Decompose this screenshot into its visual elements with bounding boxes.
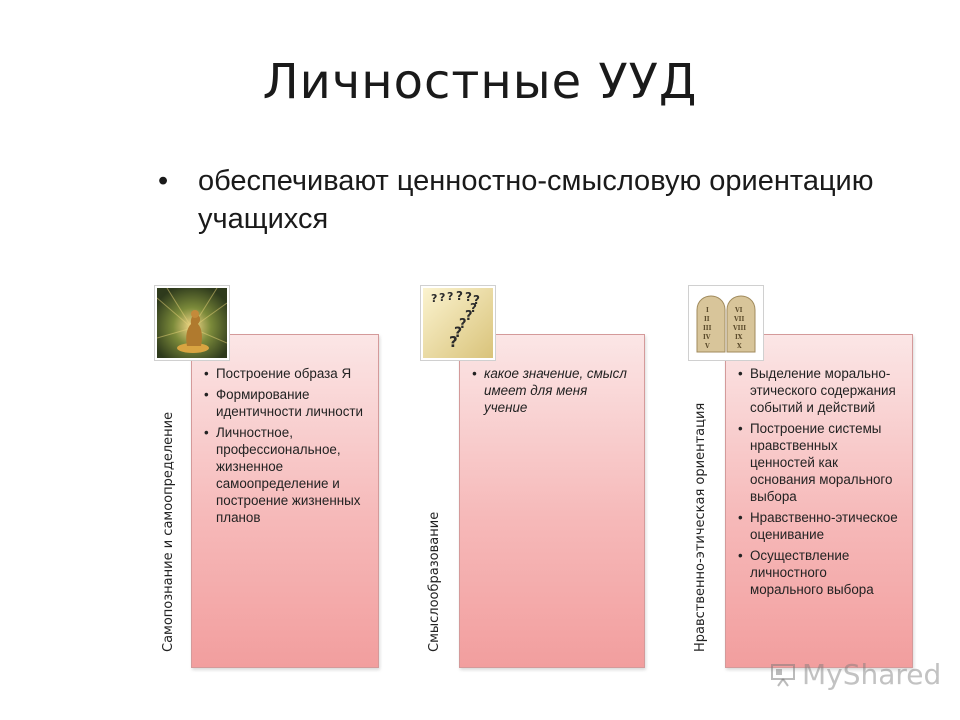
svg-text:?: ? (439, 291, 446, 304)
card-1-side-label (157, 334, 181, 666)
card-1-item-1: • Построение образа Я (204, 365, 364, 382)
svg-text:?: ? (431, 292, 438, 305)
card-1-item-2: • Формирование идентичности личности (204, 386, 364, 420)
svg-text:VI: VI (735, 307, 743, 314)
card-3-list (738, 365, 898, 602)
card-meaning (459, 334, 645, 668)
card-2-side-label (423, 334, 447, 666)
card-2-list (472, 365, 630, 420)
slide-title: Личностные УУД (262, 54, 698, 110)
main-bullet (158, 162, 878, 238)
svg-text:?: ? (447, 290, 454, 303)
commandment-tablets-icon (688, 285, 764, 361)
question-marks-path-icon (420, 285, 496, 361)
card-3-side-label-text: Нравственно-этическая ориентация (693, 402, 708, 652)
main-bullet-text: обеспечивают ценностно-смысловую ориентацию учащихся (198, 165, 874, 235)
watermark-text: MyShared (802, 658, 942, 691)
watermark (770, 658, 941, 691)
svg-text:VII: VII (734, 316, 745, 323)
card-3-item-1: • Выделение морально-этического содержания событий и действий (738, 365, 898, 416)
svg-text:?: ? (456, 289, 463, 303)
card-3-side-label (689, 334, 713, 666)
svg-text:?: ? (454, 325, 463, 341)
card-1-list (204, 365, 364, 530)
svg-text:?: ? (465, 290, 472, 304)
svg-text:?: ? (470, 301, 477, 315)
svg-text:X: X (737, 343, 742, 350)
card-2-item-1: • какое значение, смысл имеет для меня учение (472, 365, 630, 416)
card-2-side-label-text: Смыслообразование (427, 511, 442, 652)
card-3-item-3: • Нравственно-этическое оценивание (738, 509, 898, 543)
card-1-side-label-text: Самопознание и самоопределение (161, 411, 176, 652)
card-self-knowledge (191, 334, 379, 668)
svg-text:II: II (704, 316, 710, 323)
svg-text:VIII: VIII (733, 325, 747, 332)
svg-text:?: ? (473, 293, 480, 307)
thinker-statue-icon (154, 285, 230, 361)
bullet-dot: • (158, 165, 169, 197)
card-3-item-4: • Осуществление личностного морального выбора (738, 547, 898, 598)
svg-text:I: I (706, 307, 709, 314)
card-moral-orientation (725, 334, 913, 668)
svg-text:?: ? (449, 333, 458, 351)
card-3-item-2: • Построение системы нравственных ценностей как основания морального выбора (738, 420, 898, 505)
presentation-board-icon (770, 663, 796, 687)
svg-text:IV: IV (703, 334, 711, 341)
svg-text:IX: IX (735, 334, 743, 341)
svg-text:V: V (705, 343, 710, 350)
svg-text:?: ? (459, 317, 467, 332)
svg-text:III: III (703, 325, 712, 332)
svg-text:?: ? (465, 309, 473, 324)
card-1-item-3: • Личностное, профессиональное, жизненное самоопределение и построение жизненных планов (204, 424, 364, 526)
